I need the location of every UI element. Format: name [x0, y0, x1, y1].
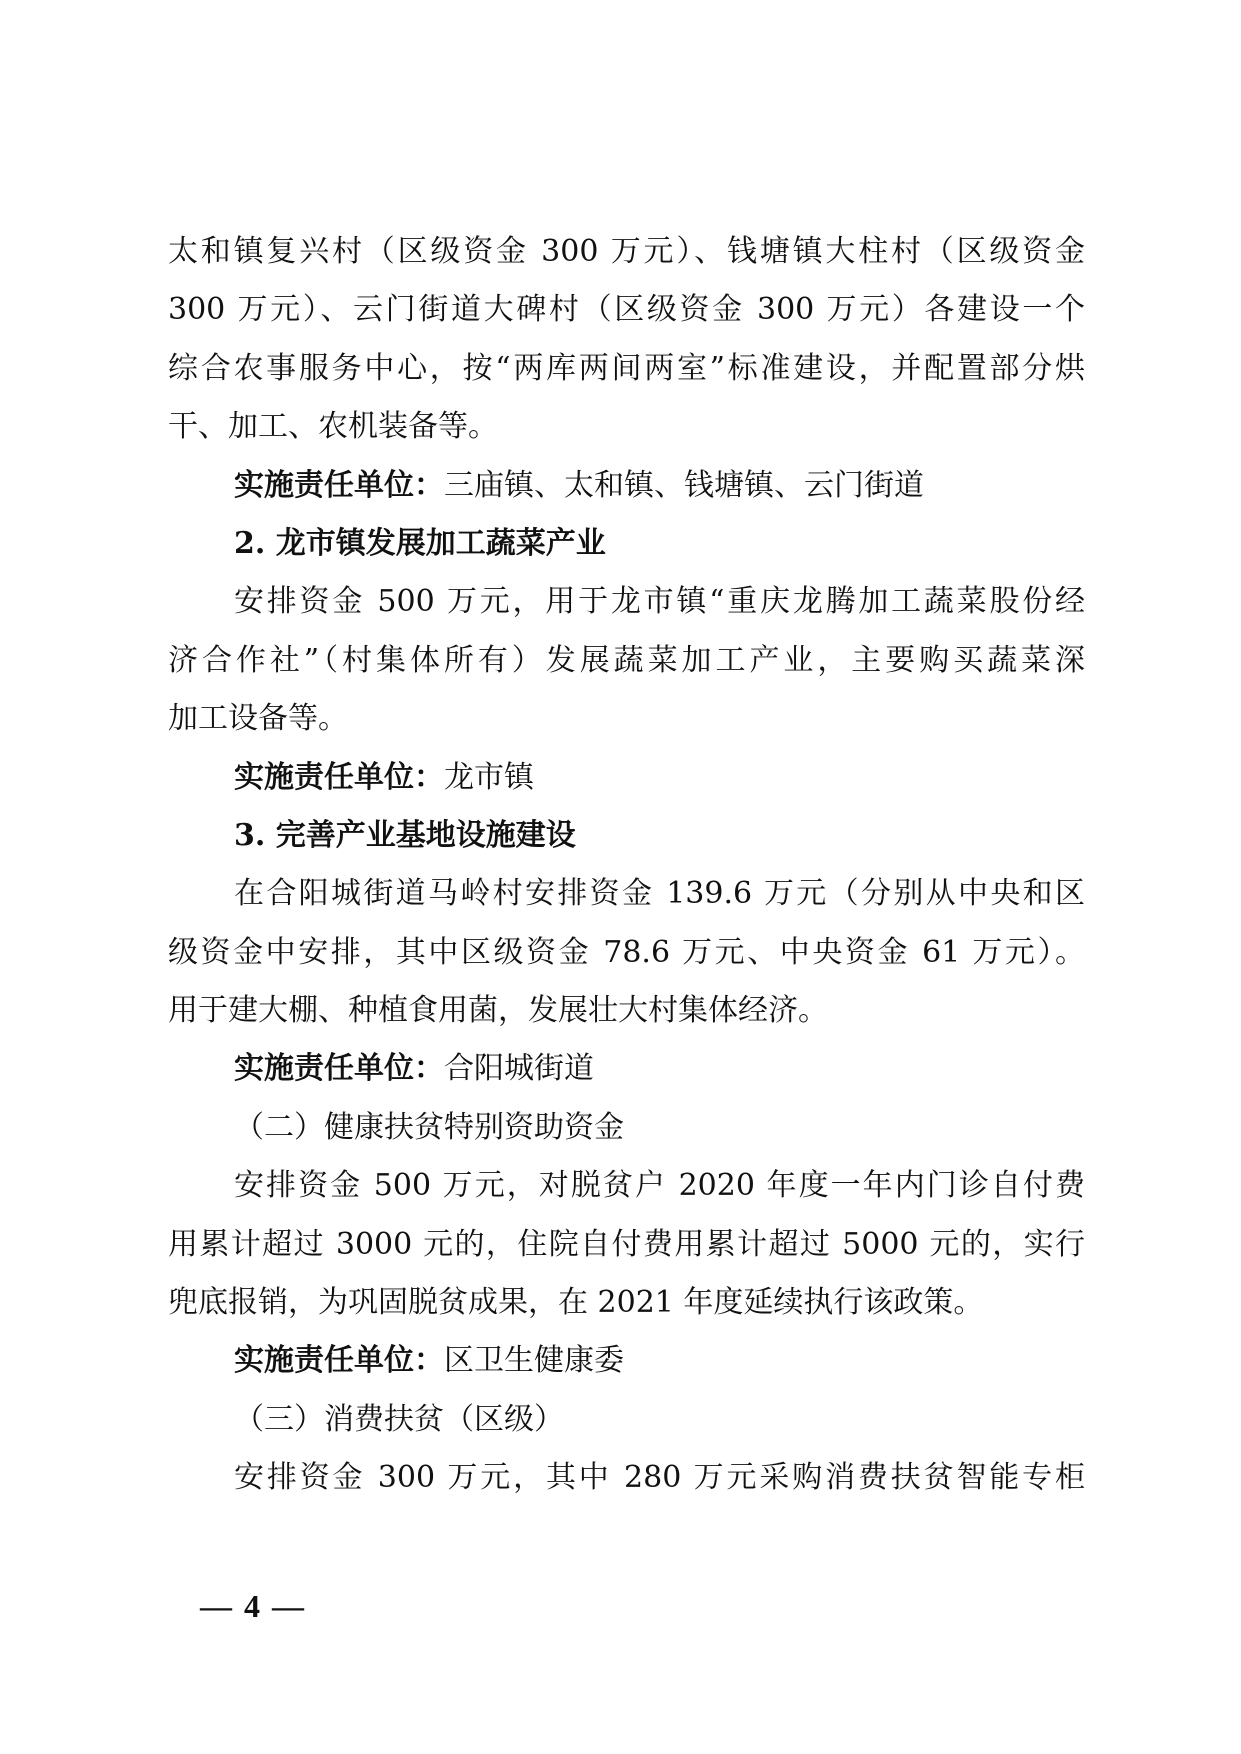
paragraph-line	[168, 223, 1085, 281]
bold-label: 实施责任单位：	[234, 1343, 444, 1379]
line-text: 300 万元）、云门街道大碑村（区级资金 300 万元）各建设一个	[168, 292, 1085, 328]
line-text: 干、加工、农机装备等。	[168, 409, 498, 445]
paragraph-line	[168, 1040, 1085, 1098]
line-text: 综合农事服务中心，按“两库两间两室”标准建设，并配置部分烘	[168, 350, 1085, 386]
paragraph-line	[168, 457, 1085, 515]
line-text: 加工设备等。	[168, 701, 348, 737]
line-text: （三）消费扶贫（区级）	[234, 1401, 564, 1437]
bold-label: 实施责任单位：	[234, 759, 444, 795]
document-body	[168, 223, 1085, 1508]
paragraph-line	[168, 690, 1085, 748]
paragraph-line	[168, 398, 1085, 456]
bold-label: 3. 完善产业基地设施建设	[234, 817, 576, 853]
paragraph-line	[168, 1274, 1085, 1332]
line-text: 三庙镇、太和镇、钱塘镇、云门街道	[444, 467, 924, 503]
line-text: 区卫生健康委	[444, 1343, 624, 1379]
paragraph-line	[168, 1332, 1085, 1390]
page-number: — 4 —	[200, 1588, 306, 1624]
paragraph-line	[168, 1099, 1085, 1157]
bold-label: 实施责任单位：	[234, 1051, 444, 1087]
paragraph-line	[168, 1216, 1085, 1274]
line-text: 在合阳城街道马岭村安排资金 139.6 万元（分别从中央和区	[234, 876, 1085, 912]
paragraph-line	[168, 281, 1085, 339]
line-text: 用于建大棚、种植食用菌，发展壮大村集体经济。	[168, 993, 828, 1029]
line-text: 合阳城街道	[444, 1051, 594, 1087]
paragraph-line	[168, 749, 1085, 807]
paragraph-line	[168, 924, 1085, 982]
line-text: （二）健康扶贫特别资助资金	[234, 1109, 624, 1145]
paragraph-line	[168, 865, 1085, 923]
line-text: 安排资金 500 万元，用于龙市镇“重庆龙腾加工蔬菜股份经	[234, 584, 1085, 620]
paragraph-line	[168, 573, 1085, 631]
line-text: 安排资金 500 万元，对脱贫户 2020 年度一年内门诊自付费	[234, 1168, 1085, 1204]
line-text: 兜底报销，为巩固脱贫成果，在 2021 年度延续执行该政策。	[168, 1285, 984, 1321]
bold-label: 实施责任单位：	[234, 467, 444, 503]
paragraph-line	[168, 1157, 1085, 1215]
line-text: 用累计超过 3000 元的，住院自付费用累计超过 5000 元的，实行	[168, 1226, 1085, 1262]
paragraph-line	[168, 1449, 1085, 1507]
line-text: 太和镇复兴村（区级资金 300 万元）、钱塘镇大柱村（区级资金	[168, 234, 1085, 269]
bold-label: 2. 龙市镇发展加工蔬菜产业	[234, 525, 606, 561]
line-text: 济合作社”（村集体所有）发展蔬菜加工产业，主要购买蔬菜深	[168, 642, 1085, 678]
section-heading	[168, 515, 1085, 573]
paragraph-line	[168, 982, 1085, 1040]
paragraph-line	[168, 1391, 1085, 1449]
line-text: 级资金中安排，其中区级资金 78.6 万元、中央资金 61 万元）。	[168, 934, 1085, 970]
line-text: 龙市镇	[444, 759, 534, 795]
line-text: 安排资金 300 万元，其中 280 万元采购消费扶贫智能专柜	[234, 1460, 1085, 1496]
section-heading	[168, 807, 1085, 865]
paragraph-line	[168, 632, 1085, 690]
paragraph-line	[168, 340, 1085, 398]
